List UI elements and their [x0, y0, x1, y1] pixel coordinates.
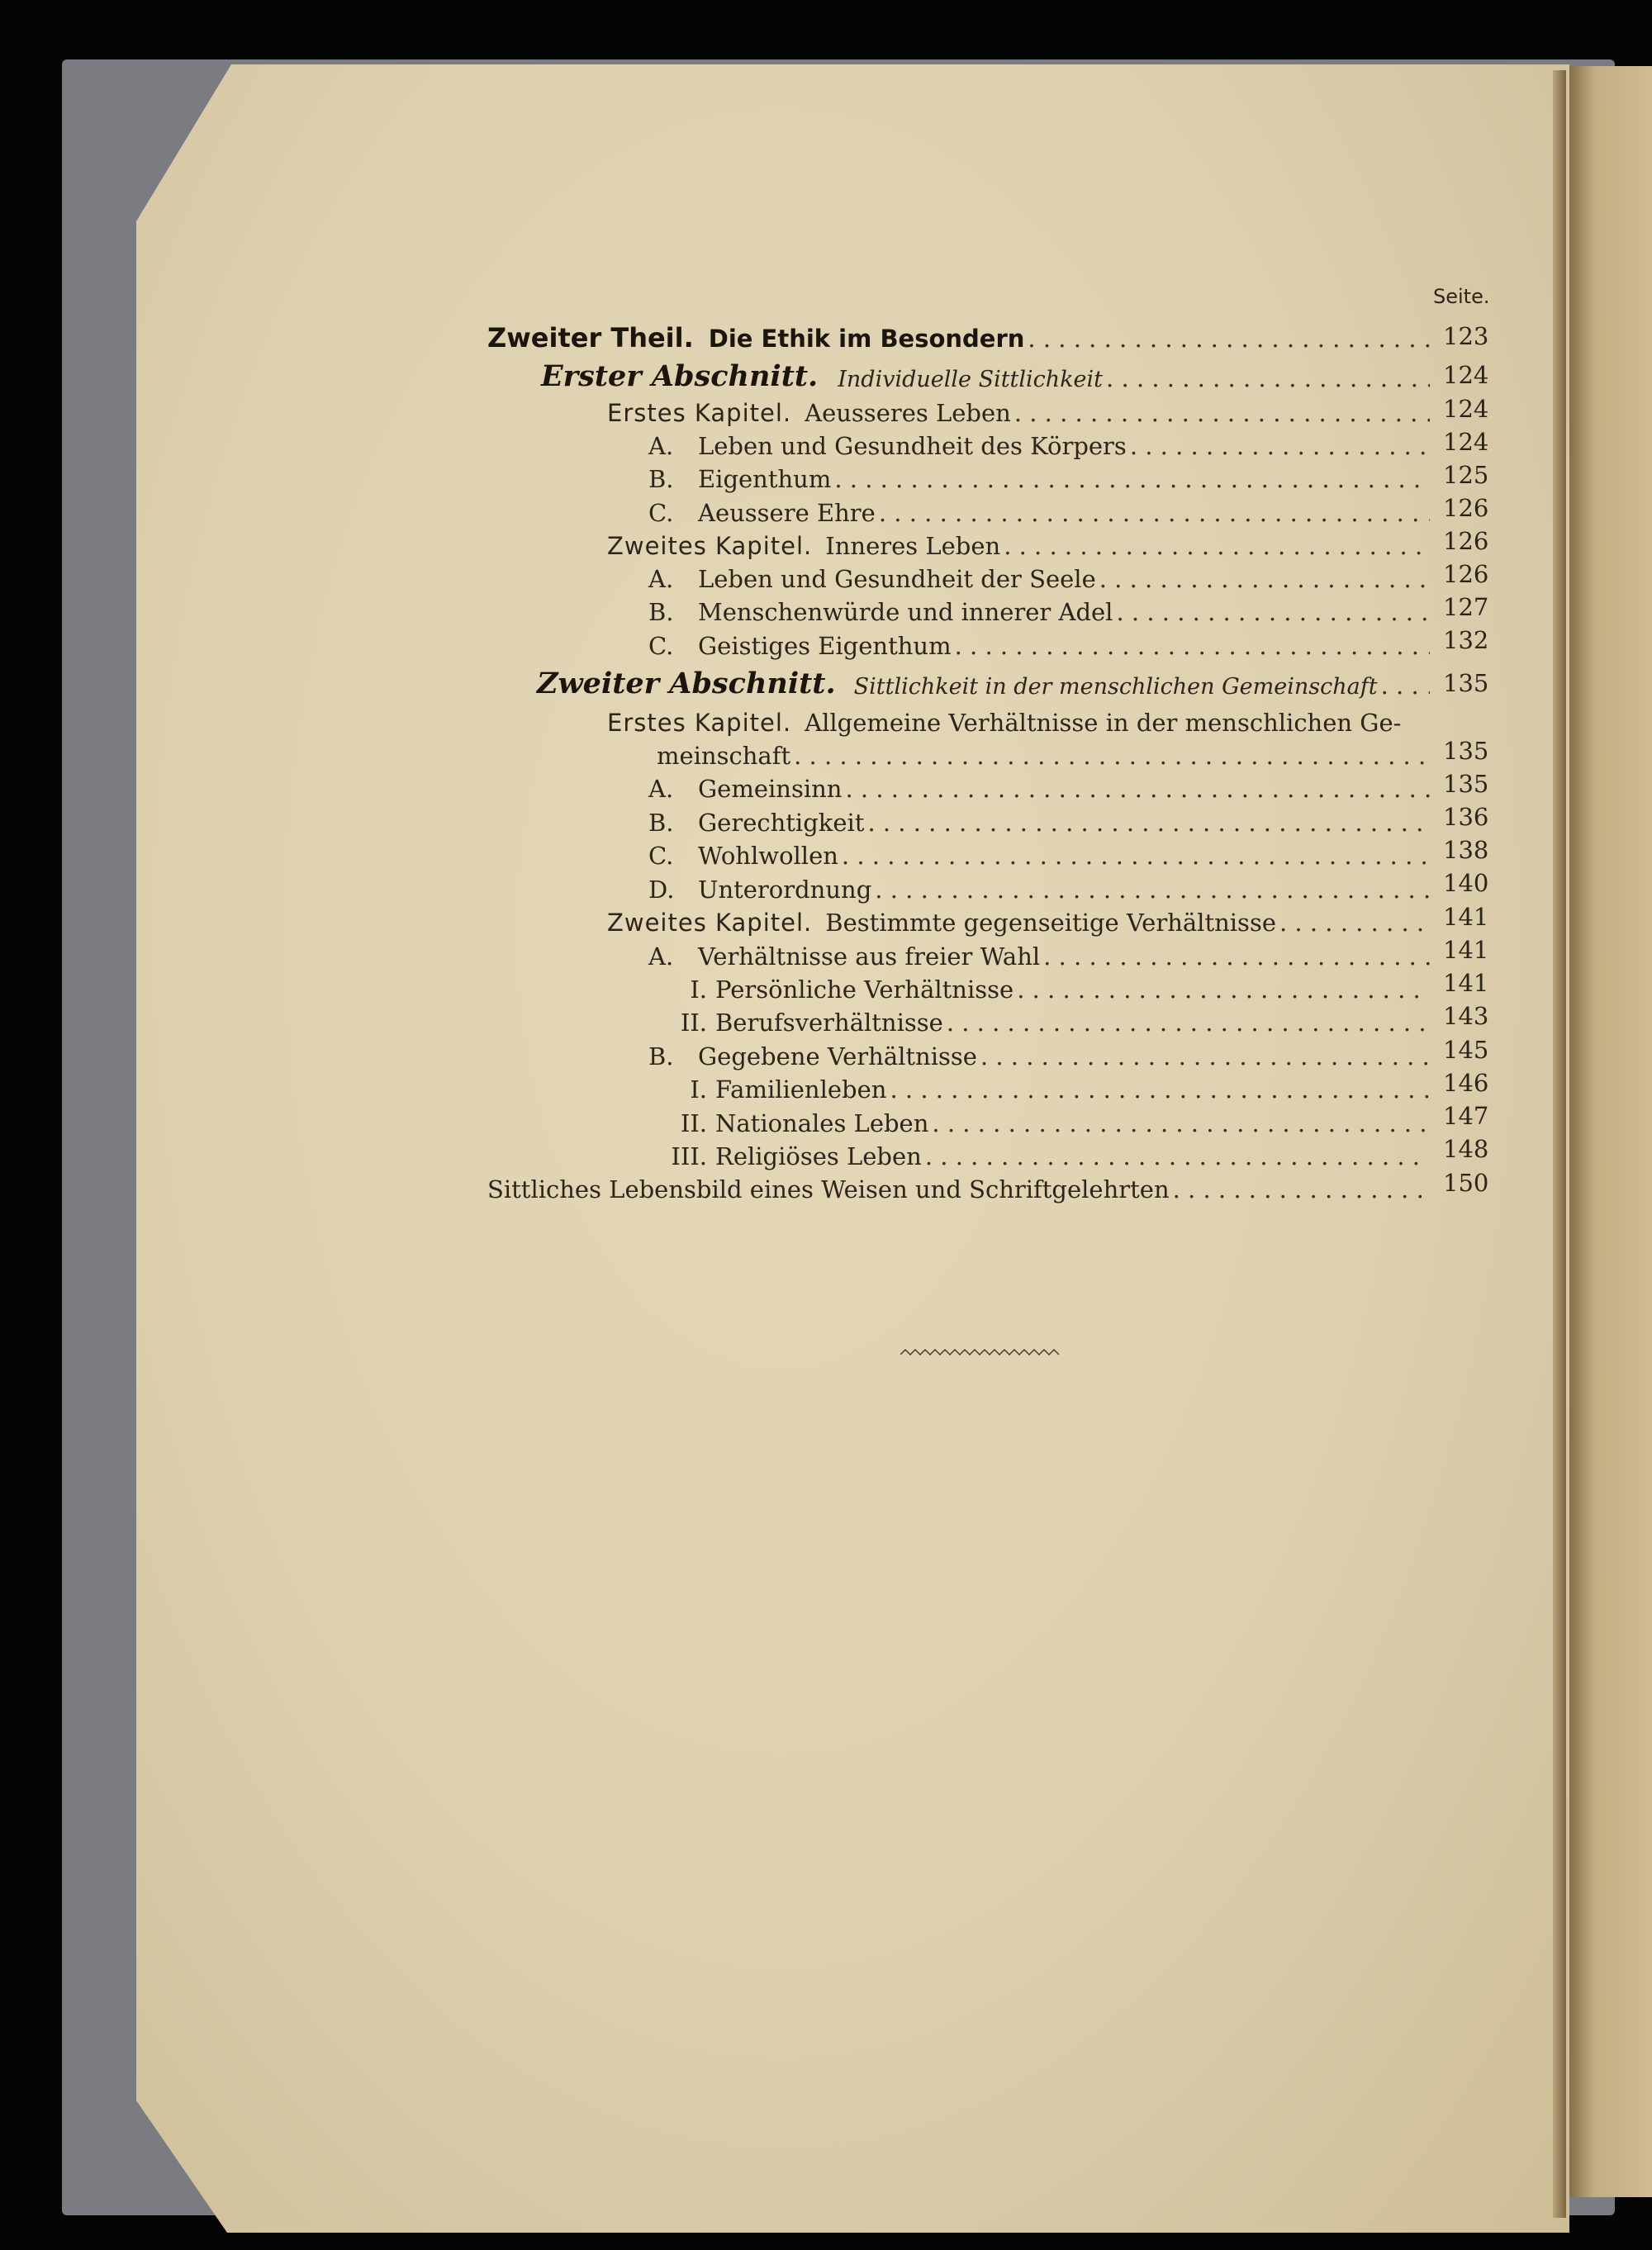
chapter-label: Erstes Kapitel.: [607, 399, 792, 427]
item-title: Leben und Gesundheit der Seele: [698, 565, 1096, 593]
page-number: 136: [1443, 803, 1489, 831]
chapter-label: Erstes Kapitel.: [607, 709, 792, 737]
item-title: Leben und Gesundheit des Körpers: [698, 432, 1127, 460]
toc-entry-subsub: [669, 1002, 1433, 1035]
page-number: 124: [1443, 361, 1489, 389]
leader-dots: [980, 1045, 1430, 1069]
section-title: Individuelle Sittlichkeit: [838, 367, 1104, 392]
section-title: Sittlichkeit in der menschlichen Gemeinschaft: [853, 674, 1378, 700]
item-letter: C.: [648, 842, 674, 870]
chapter-label: Zweites Kapitel.: [607, 532, 813, 560]
item-letter: A.: [648, 565, 674, 593]
leader-dots: [1173, 1178, 1430, 1202]
toc-entry-abschnitt-1: [541, 358, 1433, 391]
page-number: 150: [1443, 1169, 1489, 1197]
item-roman: II.: [680, 1009, 707, 1037]
toc-entry-teil: [487, 318, 1433, 354]
page-column-header: Seite.: [1433, 285, 1490, 308]
item-roman: III.: [671, 1142, 707, 1170]
toc-entry-kapitel: [607, 525, 1433, 558]
page-number: 135: [1443, 770, 1489, 798]
page-number: 135: [1443, 737, 1489, 765]
item-letter: C.: [648, 499, 674, 527]
leader-dots: [1017, 978, 1430, 1002]
chapter-title: Inneres Leben: [825, 532, 1001, 560]
item-title: Persönliche Verhältnisse: [715, 975, 1014, 1004]
leader-dots: [1116, 600, 1430, 624]
item-title: Nationales Leben: [715, 1109, 929, 1137]
toc-entry-final: [487, 1169, 1433, 1202]
item-letter: B.: [648, 465, 674, 493]
toc-entry-subsub: [669, 969, 1433, 1002]
leader-dots: [875, 878, 1430, 902]
toc-entry-sub: [648, 802, 1433, 835]
page-number: 126: [1443, 527, 1489, 555]
item-title: Sittliches Lebensbild eines Weisen und Schriftgelehrten: [487, 1175, 1170, 1203]
toc-entry-sub: [648, 1036, 1433, 1069]
page-number: 135: [1443, 669, 1489, 697]
item-letter: A.: [648, 432, 674, 460]
part-label: Zweiter Theil.: [487, 322, 694, 354]
page-number: 126: [1443, 494, 1489, 522]
page-number: 148: [1443, 1135, 1489, 1163]
page-number: 147: [1443, 1102, 1489, 1130]
section-label: Erster Abschnitt.: [541, 359, 819, 393]
leader-dots: [794, 744, 1430, 768]
page-number: 141: [1443, 903, 1489, 931]
page-number: 140: [1443, 869, 1489, 897]
leader-dots: [1028, 327, 1430, 351]
toc-entry-kapitel-continued: [657, 735, 1433, 768]
item-title: Familienleben: [715, 1075, 887, 1104]
item-letter: C.: [648, 632, 674, 660]
item-title: Religiöses Leben: [715, 1142, 922, 1170]
page-number: 123: [1443, 322, 1489, 350]
page-number: 127: [1443, 593, 1489, 621]
leader-dots: [1279, 911, 1430, 935]
leader-dots: [890, 1078, 1430, 1102]
leader-dots: [879, 501, 1430, 525]
toc-entry-sub: [648, 625, 1433, 658]
page-number: 143: [1443, 1002, 1489, 1030]
leader-dots: [1130, 434, 1430, 458]
leader-dots: [955, 634, 1430, 658]
toc-entry-sub: [648, 425, 1433, 458]
page-number: 141: [1443, 969, 1489, 997]
item-title: Menschenwürde und innerer Adel: [698, 598, 1113, 626]
toc-entry-kapitel: [607, 392, 1433, 425]
item-letter: B.: [648, 809, 674, 837]
leader-dots: [842, 844, 1430, 868]
page-number: 124: [1443, 395, 1489, 423]
page-number: 146: [1443, 1069, 1489, 1097]
toc-entry-subsub: [669, 1069, 1433, 1102]
toc-entry-sub: [648, 492, 1433, 525]
page-number: 138: [1443, 836, 1489, 864]
toc-entry-abschnitt-2: [537, 665, 1433, 698]
toc-entry-sub: [648, 591, 1433, 624]
item-title: Gemeinsinn: [698, 775, 843, 803]
leader-dots: [947, 1011, 1430, 1035]
toc-entry-sub: [648, 835, 1433, 868]
item-title: Verhältnisse aus freier Wahl: [698, 942, 1041, 971]
toc-entry-sub: [648, 558, 1433, 591]
leader-dots: [932, 1112, 1430, 1136]
item-letter: B.: [648, 1042, 674, 1070]
page-number: 132: [1443, 626, 1489, 654]
page-number: 141: [1443, 936, 1489, 964]
toc-entry-kapitel: [607, 902, 1433, 935]
chapter-title: Aeusseres Leben: [805, 399, 1011, 427]
leader-dots: [1099, 567, 1430, 591]
toc-entry-kapitel: [607, 702, 1433, 735]
leader-dots: [867, 811, 1430, 835]
item-letter: D.: [648, 876, 675, 904]
chapter-label: Zweites Kapitel.: [607, 909, 813, 937]
leader-dots: [834, 468, 1430, 491]
page-number: 145: [1443, 1036, 1489, 1064]
chapter-title: Allgemeine Verhältnisse in der menschlichen Ge-: [805, 709, 1402, 737]
page-number: 125: [1443, 461, 1489, 489]
item-roman: II.: [680, 1109, 707, 1137]
page-number: 124: [1443, 428, 1489, 456]
toc-entry-subsub: [669, 1136, 1433, 1169]
item-roman: I.: [690, 1075, 707, 1104]
toc-entry-subsub: [669, 1103, 1433, 1136]
leader-dots: [1381, 674, 1430, 698]
leader-dots: [1043, 945, 1430, 969]
toc-entry-sub: [648, 458, 1433, 491]
leader-dots: [1106, 367, 1430, 391]
item-letter: A.: [648, 775, 674, 803]
item-title: Gegebene Verhältnisse: [698, 1042, 977, 1070]
leader-dots: [925, 1145, 1430, 1169]
leader-dots: [845, 777, 1430, 801]
chapter-title-continued: meinschaft: [657, 742, 791, 770]
item-letter: A.: [648, 942, 674, 971]
chapter-title: Bestimmte gegenseitige Verhältnisse: [825, 909, 1276, 937]
section-label: Zweiter Abschnitt.: [537, 667, 836, 700]
item-title: Berufsverhältnisse: [715, 1009, 943, 1037]
part-title: Die Ethik im Besondern: [708, 325, 1025, 353]
toc-entry-sub: [648, 869, 1433, 902]
item-title: Geistiges Eigenthum: [698, 632, 952, 660]
item-title: Aeussere Ehre: [698, 499, 876, 527]
page-number: 126: [1443, 560, 1489, 588]
item-title: Wohlwollen: [698, 842, 838, 870]
item-title: Unterordnung: [698, 876, 872, 904]
item-letter: B.: [648, 598, 674, 626]
ornament-rule: [900, 1345, 1066, 1358]
toc-entry-sub: [648, 936, 1433, 969]
item-title: Eigenthum: [698, 465, 832, 493]
item-title: Gerechtigkeit: [698, 809, 865, 837]
leader-dots: [1004, 534, 1430, 558]
toc-entry-sub: [648, 768, 1433, 801]
item-roman: I.: [690, 975, 707, 1004]
leader-dots: [1014, 401, 1430, 425]
